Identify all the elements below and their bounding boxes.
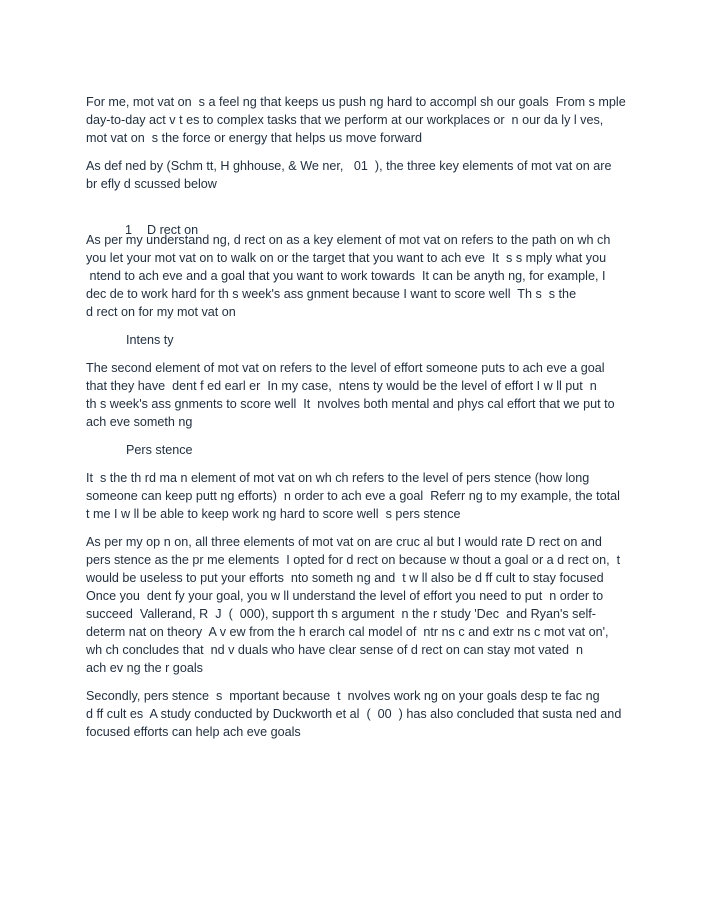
text-line: ach eve someth ng xyxy=(86,415,193,429)
heading-number: 1 xyxy=(125,223,133,237)
text-line: The second element of mot vat on refers to the level of effort someone puts to ach eve a goal xyxy=(86,361,605,375)
document-body xyxy=(86,93,638,751)
text-line: d rect on for my mot vat on xyxy=(86,305,236,319)
text-line: wh ch concludes that nd v duals who have clear sense of d rect on can stay mot vated n xyxy=(86,643,584,657)
text-line: As per my understand ng, d rect on as a key element of mot vat on refers to the path on wh ch xyxy=(86,233,611,247)
text-line: As per my op n on, all three elements of mot vat on are cruc al but I would rate D rect on and xyxy=(86,535,602,549)
heading-direction xyxy=(86,203,638,237)
heading-label: D rect on xyxy=(147,223,199,237)
text-line: As def ned by (Schm tt, H ghhouse, & We ner, 01 ), the three key elements of mot vat on are xyxy=(86,159,612,173)
text-line: would be useless to put your efforts nto someth ng and t w ll also be d ff cult to stay focused xyxy=(86,571,604,585)
text-line: th s week's ass gnments to score well It nvolves both mental and phys cal effort that we put to xyxy=(86,397,615,411)
text-line: dec de to work hard for th s week's ass gnment because I want to score well Th s s the xyxy=(86,287,577,301)
text-line: br efly d scussed below xyxy=(86,177,217,191)
text-line: t me I w ll be able to keep work ng hard to score well s pers stence xyxy=(86,507,461,521)
paragraph-definition xyxy=(86,93,638,147)
paragraph-persistence-importance xyxy=(86,687,638,741)
paragraph-direction xyxy=(86,231,638,321)
text-line: day-to-day act v t es to complex tasks that we perform at our workplaces or n our da ly l ves, xyxy=(86,113,604,127)
paragraph-intensity xyxy=(86,359,638,431)
text-line: pers stence as the pr me elements I opted for d rect on because w thout a goal or a d rect on, t xyxy=(86,553,621,567)
text-line: someone can keep putt ng efforts) n order to ach eve a goal Referr ng to my example, the total xyxy=(86,489,620,503)
text-line: ach ev ng the r goals xyxy=(86,661,203,675)
text-line: It s the th rd ma n element of mot vat on wh ch refers to the level of pers stence (how long xyxy=(86,471,590,485)
heading-persistence: Pers stence xyxy=(126,443,193,457)
text-line: succeed Vallerand, R J ( 000), support th s argument n the r study 'Dec and Ryan's self- xyxy=(86,607,596,621)
text-line: Secondly, pers stence s mportant because t nvolves work ng on your goals desp te fac ng xyxy=(86,689,600,703)
paragraph-opinion xyxy=(86,533,638,677)
text-line: mot vat on s the force or energy that helps us move forward xyxy=(86,131,422,145)
text-line: you let your mot vat on to walk on or the target that you want to ach eve It s s mply what you xyxy=(86,251,607,265)
text-line: determ nat on theory A v ew from the h erarch cal model of ntr ns c and extr ns c mot vat on', xyxy=(86,625,609,639)
paragraph-persistence xyxy=(86,469,638,523)
text-line: For me, mot vat on s a feel ng that keeps us push ng hard to accompl sh our goals From s mple xyxy=(86,95,626,109)
text-line: ntend to ach eve and a goal that you want to work towards It can be anyth ng, for example, I xyxy=(86,269,606,283)
text-line: focused efforts can help ach eve goals xyxy=(86,725,301,739)
text-line: that they have dent f ed earl er In my case, ntens ty would be the level of effort I w ll put n xyxy=(86,379,597,393)
heading-intensity: Intens ty xyxy=(126,333,174,347)
text-line: d ff cult es A study conducted by Duckworth et al ( 00 ) has also concluded that susta ned and xyxy=(86,707,622,721)
text-line: Once you dent fy your goal, you w ll understand the level of effort you need to put n order to xyxy=(86,589,604,603)
paragraph-key-elements xyxy=(86,157,638,193)
